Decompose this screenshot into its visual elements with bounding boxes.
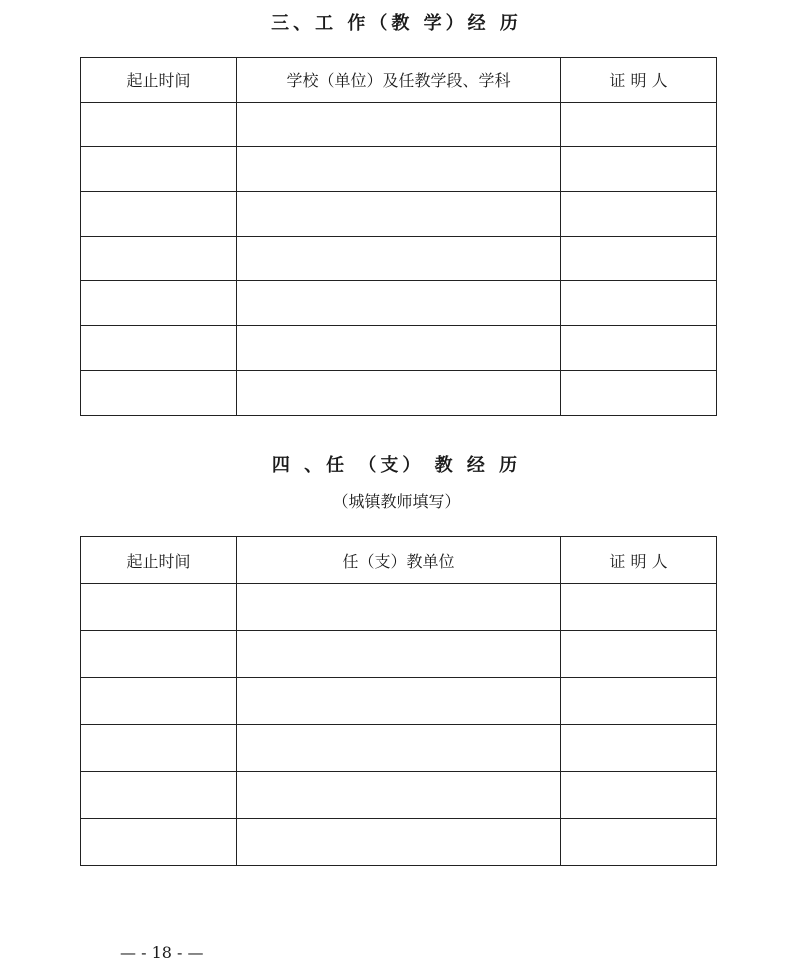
period-cell[interactable] — [81, 281, 237, 326]
school-cell[interactable] — [237, 281, 561, 326]
column-header-period: 起止时间 — [81, 58, 237, 103]
column-header-school: 学校（单位）及任教学段、学科 — [237, 58, 561, 103]
school-cell[interactable] — [237, 236, 561, 281]
school-cell[interactable] — [237, 147, 561, 192]
witness-cell[interactable] — [561, 678, 717, 725]
witness-cell[interactable] — [561, 772, 717, 819]
witness-cell[interactable] — [561, 631, 717, 678]
table-row — [81, 819, 717, 866]
period-cell[interactable] — [81, 236, 237, 281]
period-cell[interactable] — [81, 678, 237, 725]
unit-cell[interactable] — [237, 678, 561, 725]
witness-cell[interactable] — [561, 236, 717, 281]
unit-cell[interactable] — [237, 819, 561, 866]
table-row — [81, 370, 717, 415]
work-experience-table — [80, 57, 717, 416]
support-teaching-table — [80, 536, 717, 866]
school-cell[interactable] — [237, 102, 561, 147]
school-cell[interactable] — [237, 326, 561, 371]
witness-cell[interactable] — [561, 370, 717, 415]
witness-cell[interactable] — [561, 281, 717, 326]
table-row — [81, 326, 717, 371]
column-header-witness: 证 明 人 — [561, 537, 717, 584]
table-row — [81, 772, 717, 819]
table-row — [81, 192, 717, 237]
period-cell[interactable] — [81, 725, 237, 772]
section-3-title: 三、工 作（教 学）经 历 — [271, 13, 522, 34]
table-row — [81, 725, 717, 772]
school-cell[interactable] — [237, 370, 561, 415]
section-4-subtitle: （城镇教师填写） — [332, 492, 461, 511]
school-cell[interactable] — [237, 192, 561, 237]
period-cell[interactable] — [81, 370, 237, 415]
table-row — [81, 102, 717, 147]
witness-cell[interactable] — [561, 326, 717, 371]
period-cell[interactable] — [81, 192, 237, 237]
unit-cell[interactable] — [237, 725, 561, 772]
period-cell[interactable] — [81, 326, 237, 371]
witness-cell[interactable] — [561, 819, 717, 866]
table-row — [81, 147, 717, 192]
witness-cell[interactable] — [561, 192, 717, 237]
period-cell[interactable] — [81, 631, 237, 678]
section-4-title: 四 、任 （支） 教 经 历 — [271, 455, 522, 476]
unit-cell[interactable] — [237, 772, 561, 819]
table-header-row — [81, 537, 717, 584]
witness-cell[interactable] — [561, 725, 717, 772]
period-cell[interactable] — [81, 772, 237, 819]
column-header-period: 起止时间 — [81, 537, 237, 584]
column-header-witness: 证 明 人 — [561, 58, 717, 103]
witness-cell[interactable] — [561, 102, 717, 147]
unit-cell[interactable] — [237, 584, 561, 631]
witness-cell[interactable] — [561, 147, 717, 192]
table-row — [81, 281, 717, 326]
table-header-row — [81, 58, 717, 103]
unit-cell[interactable] — [237, 631, 561, 678]
period-cell[interactable] — [81, 102, 237, 147]
table-row — [81, 678, 717, 725]
table-row — [81, 584, 717, 631]
period-cell[interactable] — [81, 584, 237, 631]
period-cell[interactable] — [81, 147, 237, 192]
page-number: — - 18 - — — [120, 943, 204, 962]
period-cell[interactable] — [81, 819, 237, 866]
witness-cell[interactable] — [561, 584, 717, 631]
column-header-unit: 任（支）教单位 — [237, 537, 561, 584]
table-row — [81, 631, 717, 678]
table-row — [81, 236, 717, 281]
